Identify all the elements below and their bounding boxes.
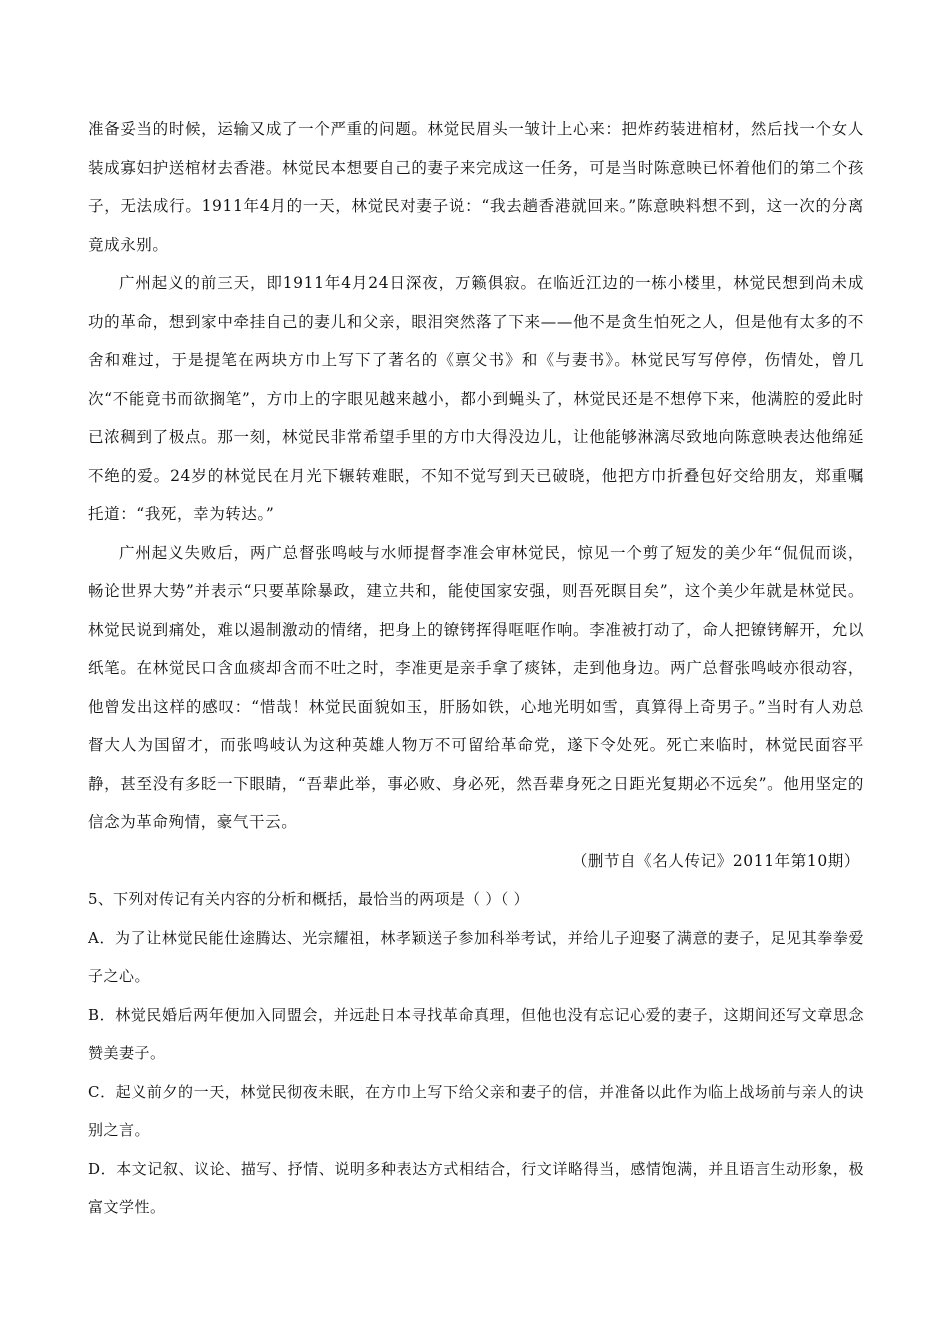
question-stem: 5、下列对传记有关内容的分析和概括，最恰当的两项是（ ）（ ）	[88, 890, 529, 908]
option-a: A．为了让林觉民能仕途腾达、光宗耀祖，林孝颖送子参加科举考试，并给儿子迎娶了满意的妻子，足见其拳拳爱子之心。	[88, 928, 864, 985]
article-paragraph-2: 广州起义的前三天，即1911年4月24日深夜，万籁俱寂。在临近江边的一栋小楼里，林觉民想到尚未成功的革命，想到家中牵挂自己的妻儿和父亲，眼泪突然落了下来——他不是贪生怕死之人，但是他有太多的不舍和难过，于是提笔在两块方巾上写下了著名的《禀父书》和《与妻书》。林觉民写写停停，伤情处，曾几次“不能竟书而欲搁笔”，方巾上的字眼见越来越小，都小到蝇头了，林觉民还是不想停下来，他满腔的爱此时已浓稠到了极点。那一刻，林觉民非常希望手里的方巾大得没边儿，让他能够淋漓尽致地向陈意映表达他绵延不绝的爱。24岁的林觉民在月光下辗转难眠，不知不觉写到天已破晓，他把方巾折叠包好交给朋友，郑重嘱托道：“我死，幸为转达。”	[88, 274, 864, 523]
option-d: D．本文记叙、议论、描写、抒情、说明多种表达方式相结合，行文详略得当，感情饱满，并且语言生动形象，极富文学性。	[88, 1159, 864, 1216]
document-page	[88, 110, 864, 1227]
option-b: B．林觉民婚后两年便加入同盟会，并远赴日本寻找革命真理，但他也没有忘记心爱的妻子，这期间还写文章思念赞美妻子。	[88, 1005, 864, 1062]
option-c: C．起义前夕的一天，林觉民彻夜未眠，在方巾上写下给父亲和妻子的信，并准备以此作为临上战场前与亲人的诀别之言。	[88, 1082, 864, 1139]
article-source: （删节自《名人传记》2011年第10期）	[571, 851, 860, 870]
article-paragraph-1: 准备妥当的时候，运输又成了一个严重的问题。林觉民眉头一皱计上心来：把炸药装进棺材，然后找一个女人装成寡妇护送棺材去香港。林觉民本想要自己的妻子来完成这一任务，可是当时陈意映已怀着他们的第二个孩子，无法成行。1911年4月的一天，林觉民对妻子说：“我去趟香港就回来。”陈意映料想不到，这一次的分离竟成永别。	[88, 120, 864, 254]
article-paragraph-3: 广州起义失败后，两广总督张鸣岐与水师提督李准会审林觉民，惊见一个剪了短发的美少年“侃侃而谈，畅论世界大势”并表示“只要革除暴政，建立共和，能使国家安强，则吾死瞑目矣”，这个美少年就是林觉民。林觉民说到痛处，难以遏制激动的情绪，把身上的镣铐挥得哐哐作响。李准被打动了，命人把镣铐解开，允以纸笔。在林觉民口含血痰却含而不吐之时，李准更是亲手拿了痰钵，走到他身边。两广总督张鸣岐亦很动容，他曾发出这样的感叹：“惜哉！林觉民面貌如玉，肝肠如铁，心地光明如雪，真算得上奇男子。”当时有人劝总督大人为国留才，而张鸣岐认为这种英雄人物万不可留给革命党，遂下令处死。死亡来临时，林觉民面容平静，甚至没有多眨一下眼睛，“吾辈此举，事必败、身必死，然吾辈身死之日距光复期必不远矣”。他用坚定的信念为革命殉情，豪气干云。	[88, 543, 864, 831]
